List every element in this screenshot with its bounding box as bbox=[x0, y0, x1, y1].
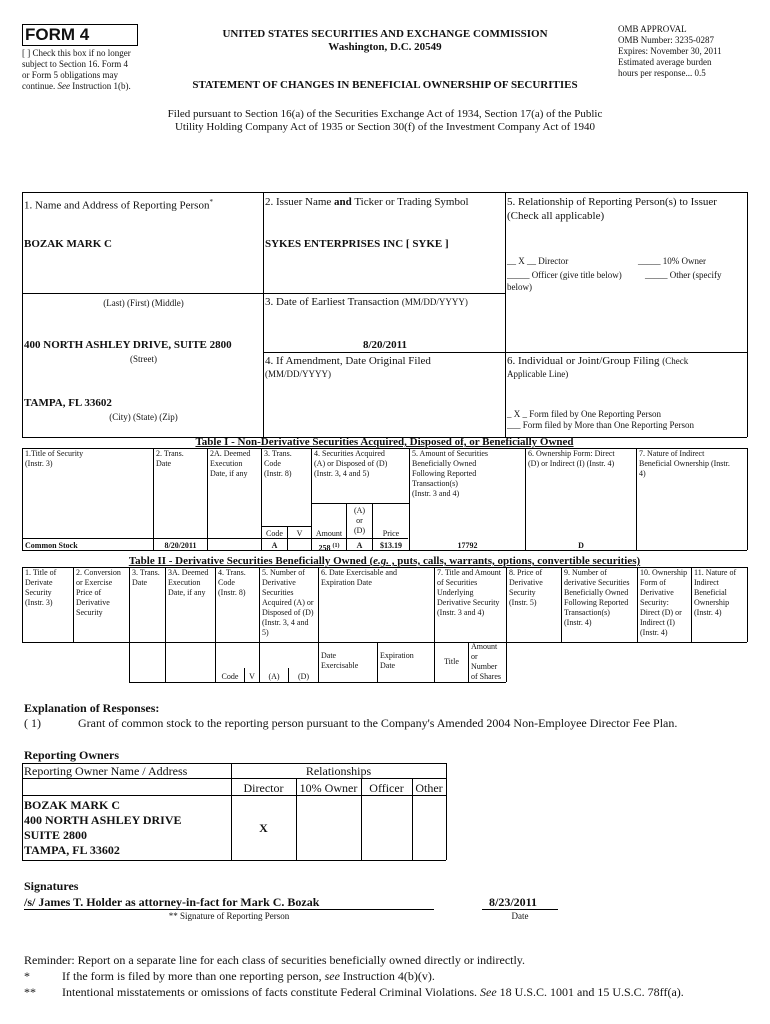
t2-header-title: 1. Title of Derivate Security (Instr. 3) bbox=[25, 568, 57, 607]
t2-header-nature: 11. Nature of Indirect Beneficial Ownership (Instr. 4) bbox=[694, 568, 737, 617]
reporting-person-name: BOZAK MARK C bbox=[24, 238, 112, 250]
reminder-note: ** Intentional misstatements or omissions of facts constitute Federal Criminal Violations. See 18 U.S.C. 1001 and 15 U.S.C. 78ff(a). bbox=[24, 985, 684, 999]
t1-row-aord: A bbox=[356, 541, 363, 550]
t1-header-owned: 5. Amount of Securities Beneficially Owned Following Reported Transaction(s) (Instr. 3 and 4) bbox=[412, 449, 488, 498]
relationship-officer[interactable]: _____ Officer (give title below) bbox=[507, 270, 622, 280]
signature-date: 8/23/2011 bbox=[489, 895, 538, 909]
reminder-marker: * bbox=[24, 969, 30, 983]
t2-header-price: 8. Price of Derivative Security (Instr. 5) bbox=[509, 568, 543, 607]
t1-header-form: 6. Ownership Form: Direct (D) or Indirect (I) (Instr. 4) bbox=[528, 449, 615, 468]
owner-line: TAMPA, FL 33602 bbox=[24, 843, 120, 857]
omb-line: Expires: November 30, 2011 bbox=[618, 46, 722, 56]
t2-sub-code: Code bbox=[221, 672, 239, 681]
t2-header-code: 4. Trans. Code (Instr. 8) bbox=[218, 568, 246, 597]
t1-header-nature: 7. Nature of Indirect Beneficial Ownership (Instr. 4) bbox=[639, 449, 730, 478]
form-title: FORM 4 bbox=[25, 25, 90, 44]
box4-label: 4. If Amendment, Date Original Filed bbox=[265, 355, 431, 367]
table2-title: Table II - Derivative Securities Beneficially Owned (e.g. , puts, calls, warrants, options, convertible securities) bbox=[128, 555, 641, 567]
t2-sub-a: (A) bbox=[268, 672, 280, 681]
t1-header-deemed: 2A. Deemed Execution Date, if any bbox=[210, 449, 251, 478]
t2-sub-amount: Amount or Number of Shares bbox=[471, 642, 501, 681]
box5-label: 5. Relationship of Reporting Person(s) to Issuer bbox=[507, 196, 717, 208]
t2-sub-exercisable: Date Exercisable bbox=[321, 651, 359, 670]
table1-title: Table I - Non-Derivative Securities Acquired, Disposed of, or Beneficially Owned bbox=[195, 436, 574, 448]
t1-sub-amount: Amount bbox=[315, 529, 343, 538]
t1-header-date: 2. Trans. Date bbox=[156, 449, 184, 468]
filed-pursuant bbox=[140, 108, 630, 134]
t1-sub-code: Code bbox=[266, 529, 283, 538]
name-parts-label: (Last) (First) (Middle) bbox=[103, 298, 184, 308]
street-label: (Street) bbox=[130, 354, 157, 364]
t2-header-number: 5. Number of Derivative Securities Acquired (A) or Disposed of (D) (Instr. 3, 4 and 5) bbox=[262, 568, 314, 637]
city-label: (City) (State) (Zip) bbox=[109, 412, 178, 422]
box5-sub: (Check all applicable) bbox=[507, 210, 605, 222]
filing-more-persons[interactable]: ___ Form filed by More than One Reporting Person bbox=[507, 420, 694, 430]
box4-label-small: (MM/DD/YYYY) bbox=[265, 369, 331, 379]
t1-header-title: 1.Title of Security (Instr. 3) bbox=[25, 449, 84, 468]
box1-label: 1. Name and Address of Reporting Person* bbox=[24, 198, 213, 212]
t2-header-owned: 9. Number of derivative Securities Beneficially Owned Following Reported Transaction(s) (Instr. 4) bbox=[564, 568, 630, 627]
t2-header-conversion: 2. Conversion or Exercise Price of Derivative Security bbox=[76, 568, 121, 617]
signature-date-label: Date bbox=[511, 911, 529, 921]
signatures-heading: Signatures bbox=[24, 879, 79, 893]
reporting-person-street: 400 NORTH ASHLEY DRIVE, SUITE 2800 bbox=[24, 339, 232, 351]
box2-label: 2. Issuer Name and Ticker or Trading Symbol bbox=[265, 196, 469, 208]
t1-row-owned: 17792 bbox=[457, 541, 478, 550]
owners-col-ten: 10% Owner bbox=[299, 781, 358, 795]
filing-one-person[interactable]: _ X _ Form filed by One Reporting Person bbox=[507, 409, 661, 419]
t2-header-form: 10. Ownership Form of Derivative Security: Direct (D) or Indirect (I) (Instr. 4) bbox=[640, 568, 688, 637]
check-box-note-line: subject to Section 16. Form 4 bbox=[22, 59, 128, 69]
earliest-transaction-date: 8/20/2011 bbox=[362, 339, 407, 351]
t1-row-title: Common Stock bbox=[25, 541, 78, 550]
reporting-person-city: TAMPA, FL 33602 bbox=[24, 397, 112, 409]
t1-row-date: 8/20/2011 bbox=[164, 541, 197, 550]
box6-label-small: Applicable Line) bbox=[507, 369, 569, 379]
relationship-ten-percent[interactable]: _____ 10% Owner bbox=[638, 256, 706, 266]
t1-row-price: $13.19 bbox=[380, 541, 402, 550]
form-title-box bbox=[22, 24, 138, 46]
owners-col-other: Other bbox=[415, 781, 443, 795]
explanation-heading: Explanation of Responses: bbox=[24, 701, 160, 715]
omb-line: OMB APPROVAL bbox=[618, 24, 687, 34]
filed-pursuant-line: Filed pursuant to Section 16(a) of the Securities Exchange Act of 1934, Section 17(a) of the Public bbox=[167, 108, 603, 120]
box6-label: 6. Individual or Joint/Group Filing (Check bbox=[507, 355, 689, 367]
check-box-note bbox=[22, 48, 157, 92]
check-box-note-line: continue. See Instruction 1(b). bbox=[22, 81, 131, 91]
owners-col-officer: Officer bbox=[369, 781, 404, 795]
signature-name: /s/ James T. Holder as attorney-in-fact for Mark C. Bozak bbox=[24, 895, 320, 909]
owner-line: 400 NORTH ASHLEY DRIVE bbox=[24, 813, 182, 827]
owner-name-address bbox=[24, 798, 182, 858]
box3-label: 3. Date of Earliest Transaction (MM/DD/YYYY) bbox=[265, 296, 468, 308]
relationship-other[interactable]: _____ Other (specify bbox=[645, 270, 722, 280]
t1-header-acquired: 4. Securities Acquired (A) or Disposed of (D) (Instr. 3, 4 and 5) bbox=[314, 449, 388, 478]
relationship-other-cont: below) bbox=[507, 282, 532, 292]
t1-sub-v: V bbox=[296, 529, 303, 538]
check-box-note-line: or Form 5 obligations may bbox=[22, 70, 118, 80]
filed-pursuant-line: Utility Holding Company Act of 1935 or Section 30(f) of the Investment Company Act of 1940 bbox=[174, 121, 596, 133]
t2-header-date: 3. Trans. Date bbox=[132, 568, 160, 587]
t2-header-deemed: 3A. Deemed Execution Date, if any bbox=[168, 568, 209, 597]
omb-approval bbox=[618, 24, 768, 79]
agency-city: Washington, D.C. 20549 bbox=[328, 41, 442, 53]
owner-line: BOZAK MARK C bbox=[24, 798, 120, 812]
t1-sub-price: Price bbox=[382, 529, 400, 538]
owners-col-relationships: Relationships bbox=[305, 764, 372, 778]
statement-title: STATEMENT OF CHANGES IN BENEFICIAL OWNERSHIP OF SECURITIES bbox=[192, 79, 578, 91]
t1-row-amount: 258 $^{(1)}$ bbox=[318, 543, 340, 553]
omb-line: OMB Number: 3235-0287 bbox=[618, 35, 714, 45]
t2-sub-expiration: Expiration Date bbox=[380, 651, 414, 670]
t2-header-exercisable: 6. Date Exercisable and Expiration Date bbox=[321, 568, 397, 587]
reminder-marker: ** bbox=[24, 985, 36, 999]
agency-name: UNITED STATES SECURITIES AND EXCHANGE COMMISSION bbox=[222, 28, 548, 40]
check-box-note-line: [ ] Check this box if no longer bbox=[22, 48, 131, 58]
explanation-marker: ( 1) bbox=[24, 716, 41, 730]
t2-sub-v: V bbox=[249, 672, 255, 681]
omb-line: Estimated average burden bbox=[618, 57, 712, 67]
t2-header-underlying: 7. Title and Amount of Securities Underlying Derivative Security (Instr. 3 and 4) bbox=[437, 568, 502, 617]
t1-header-code: 3. Trans. Code (Instr. 8) bbox=[264, 449, 292, 478]
reminder-text: Reminder: Report on a separate line for each class of securities beneficially owned directly or indirectly. bbox=[24, 953, 526, 967]
owner-line: SUITE 2800 bbox=[24, 828, 88, 842]
t1-sub-aord: (A) or (D) bbox=[353, 506, 366, 535]
owners-col-name: Reporting Owner Name / Address bbox=[24, 764, 188, 778]
explanation-text: Grant of common stock to the reporting person pursuant to the Company's Amended 2004 Non-Employee Director Fee Plan. bbox=[78, 716, 678, 730]
omb-line: hours per response... 0.5 bbox=[618, 68, 706, 78]
explanation-item bbox=[24, 716, 754, 730]
issuer-name: SYKES ENTERPRISES INC [ SYKE ] bbox=[265, 238, 449, 250]
t2-sub-d: (D) bbox=[297, 672, 310, 681]
t1-row-code: A bbox=[271, 541, 278, 550]
t2-sub-title: Title bbox=[444, 657, 459, 666]
relationship-director[interactable]: __ X __ Director bbox=[507, 256, 569, 266]
owner-director-mark: X bbox=[259, 821, 268, 835]
owners-heading: Reporting Owners bbox=[24, 748, 119, 762]
signature-label: ** Signature of Reporting Person bbox=[168, 911, 290, 921]
t1-row-form: D bbox=[578, 541, 584, 550]
reminder-note: * If the form is filed by more than one reporting person, see Instruction 4(b)(v). bbox=[24, 969, 435, 983]
owners-col-director: Director bbox=[243, 781, 284, 795]
